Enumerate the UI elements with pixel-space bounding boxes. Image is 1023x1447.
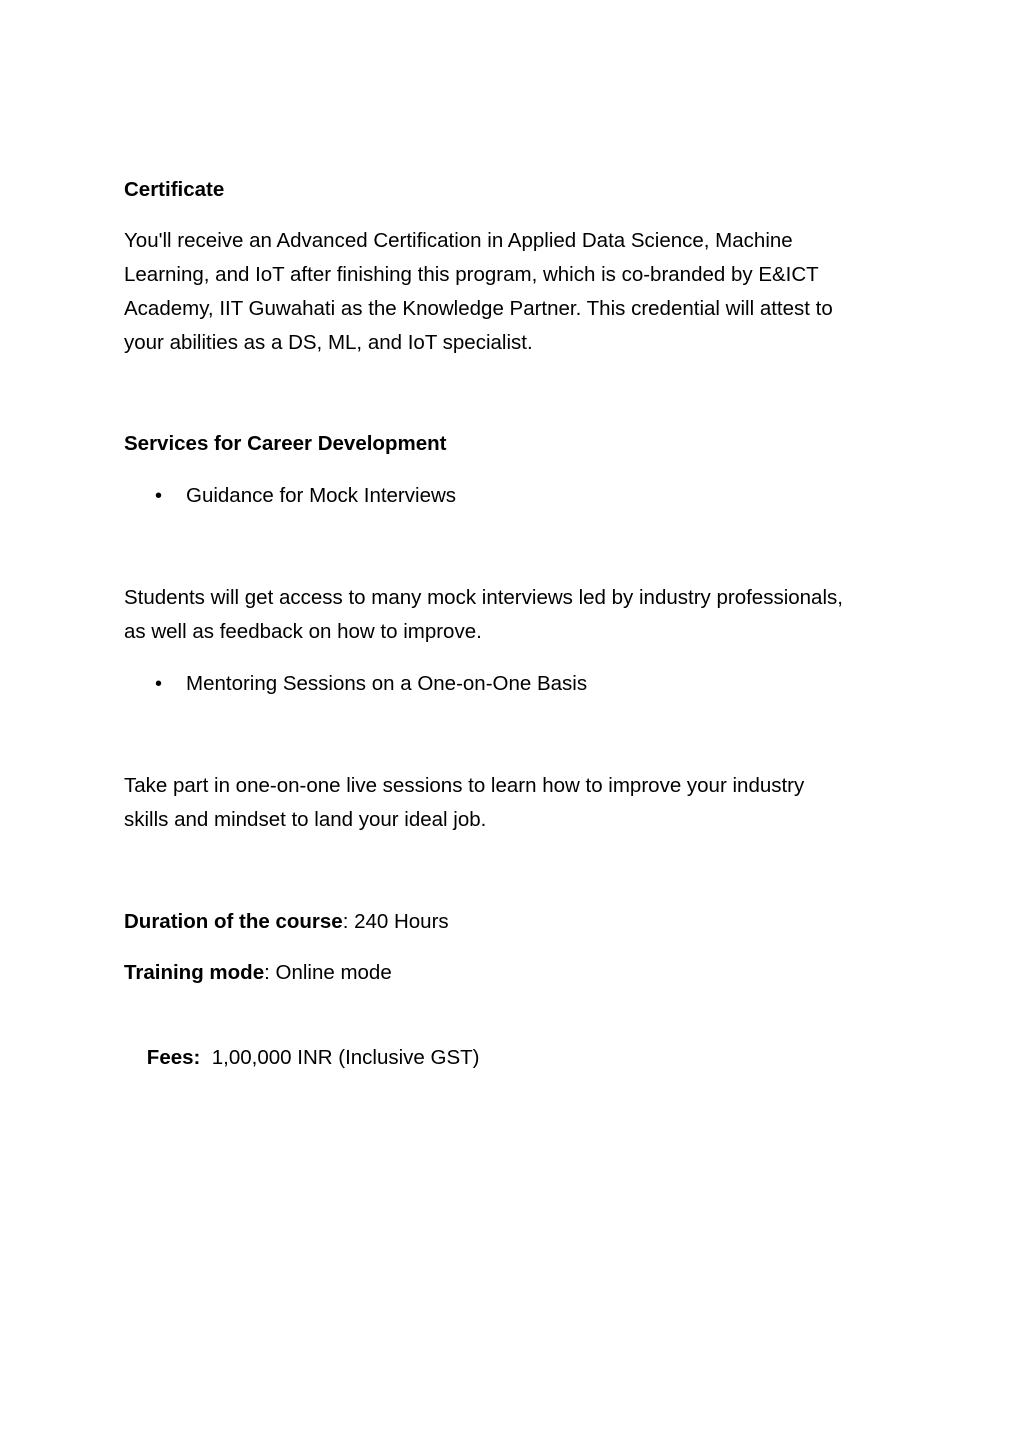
fees-row <box>124 1007 914 1109</box>
mentoring-description <box>124 769 914 837</box>
career-services-heading: Services for Career Development <box>124 432 447 455</box>
certificate-line: your abilities as a DS, ML, and IoT specialist. <box>124 331 533 354</box>
description-line: skills and mindset to land your ideal job. <box>124 808 487 831</box>
certificate-paragraph <box>124 224 914 360</box>
bullet-icon: • <box>155 485 163 507</box>
duration-label: Duration of the course <box>124 910 343 933</box>
training-mode-value: : Online mode <box>264 961 392 984</box>
bullet-label: Mentoring Sessions on a One-on-One Basis <box>186 672 588 695</box>
training-mode-row <box>124 956 914 990</box>
mock-interviews-description <box>124 581 914 649</box>
description-line: as well as feedback on how to improve. <box>124 620 482 643</box>
duration-value: : 240 Hours <box>342 910 449 933</box>
bullet-label: Guidance for Mock Interviews <box>186 484 457 507</box>
training-mode-label: Training mode <box>124 961 265 984</box>
certificate-heading: Certificate <box>124 178 225 201</box>
fees-label: Fees: <box>146 1046 201 1069</box>
certificate-line: Academy, IIT Guwahati as the Knowledge Partner. This credential will attest to <box>124 297 833 320</box>
certificate-line: You'll receive an Advanced Certification in Applied Data Science, Machine <box>124 229 793 252</box>
bullet-icon: • <box>155 673 163 695</box>
description-line: Take part in one-on-one live sessions to learn how to improve your industry <box>124 774 805 797</box>
duration-row <box>124 905 914 939</box>
fees-value: 1,00,000 INR (Inclusive GST) <box>200 1046 480 1069</box>
description-line: Students will get access to many mock interviews led by industry professionals, <box>124 586 843 609</box>
certificate-line: Learning, and IoT after finishing this program, which is co-branded by E&ICT <box>124 263 819 286</box>
